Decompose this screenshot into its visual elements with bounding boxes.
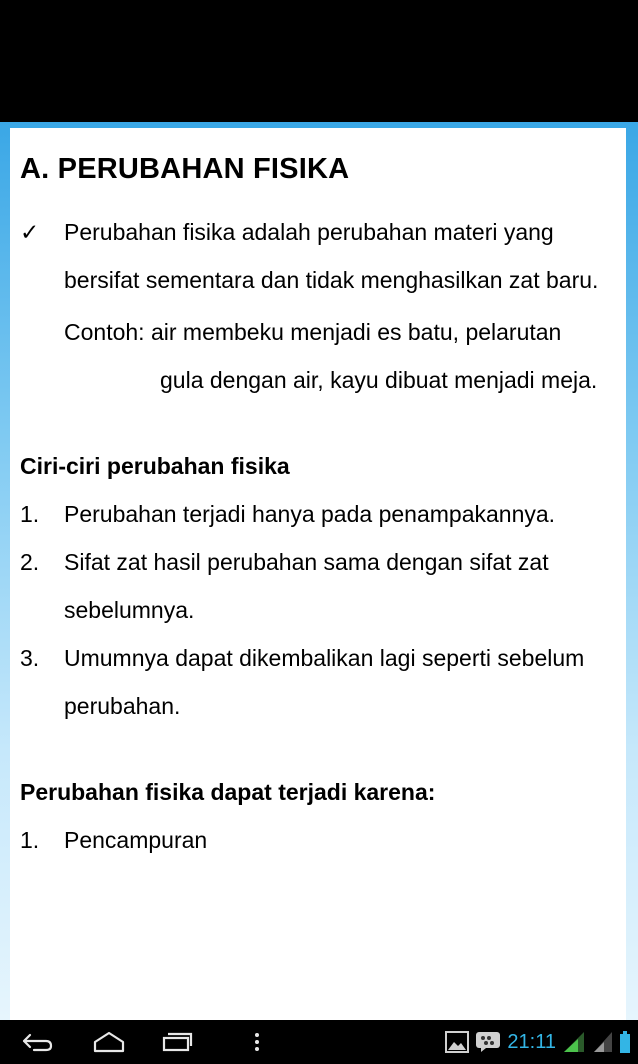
messenger-notification-icon	[475, 1031, 501, 1053]
battery-icon	[620, 1031, 630, 1053]
system-navigation-bar	[0, 1020, 638, 1064]
signal-sim2-icon	[592, 1031, 614, 1053]
list-text: Perubahan terjadi hanya pada penampakannya.	[64, 501, 556, 527]
menu-icon	[254, 1032, 260, 1052]
gallery-notification-icon	[445, 1031, 469, 1053]
list-number: 1.	[20, 827, 40, 853]
recent-apps-button[interactable]	[160, 1030, 194, 1054]
slide-frame	[0, 122, 638, 1020]
characteristics-title: Ciri-ciri perubahan fisika	[20, 453, 290, 479]
example-continuation: gula dengan air, kayu dibuat menjadi meja.	[160, 367, 598, 393]
top-letterbox	[0, 0, 638, 122]
list-item	[20, 538, 620, 634]
list-text: Umumnya dapat dikembalikan lagi seperti sebelum perubahan.	[64, 645, 585, 719]
recent-apps-icon	[160, 1032, 194, 1052]
back-icon	[20, 1032, 54, 1052]
list-number: 3.	[20, 645, 40, 671]
clock: 21:11	[507, 1030, 556, 1053]
definition-text: Perubahan fisika adalah perubahan materi yang bersifat sementara dan tidak menghasilkan zat baru.	[64, 219, 599, 293]
example-line1: air membeku menjadi es batu, pelarutan	[144, 319, 562, 345]
list-item	[20, 634, 620, 730]
list-item	[20, 816, 620, 864]
status-area[interactable]	[445, 1028, 630, 1056]
list-number: 1.	[20, 501, 40, 527]
list-text: Pencampuran	[64, 827, 208, 853]
list-item	[20, 490, 620, 538]
slide-content	[20, 146, 620, 864]
definition-item	[20, 208, 620, 304]
menu-button[interactable]	[250, 1030, 264, 1054]
home-icon	[92, 1031, 126, 1053]
example-label: Contoh:	[64, 319, 145, 345]
list-text: Sifat zat hasil perubahan sama dengan sifat zat sebelumnya.	[64, 549, 549, 623]
slide-page[interactable]	[10, 128, 626, 1020]
example-block	[64, 308, 620, 404]
home-button[interactable]	[92, 1030, 126, 1054]
list-number: 2.	[20, 549, 40, 575]
checkmark-icon: ✓	[20, 219, 40, 245]
back-button[interactable]	[20, 1030, 54, 1054]
causes-title: Perubahan fisika dapat terjadi karena:	[20, 779, 436, 805]
signal-sim1-icon	[562, 1031, 586, 1053]
slide-heading: A. PERUBAHAN FISIKA	[20, 153, 350, 185]
